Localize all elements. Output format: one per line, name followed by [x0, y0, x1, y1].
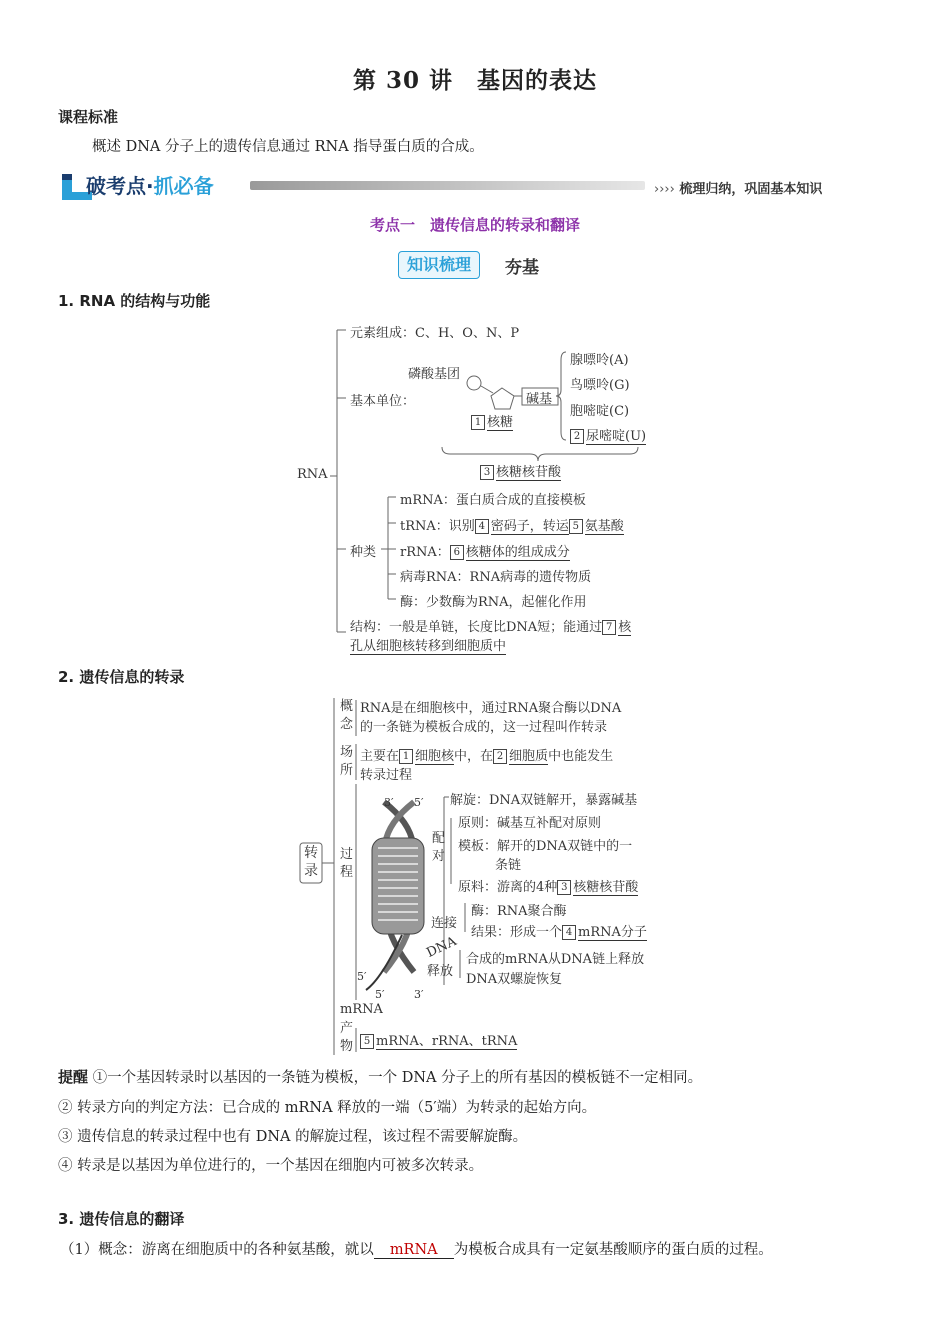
blank-number: 2	[493, 749, 507, 764]
base-a: 腺嘌呤(A)	[570, 353, 629, 368]
type-virus: 病毒RNA：RNA病毒的遗传物质	[400, 570, 592, 585]
step-release-label: 释放	[427, 964, 454, 979]
trna-answer-b: 氨基酸	[584, 519, 624, 534]
blank-number: 4	[562, 925, 576, 940]
blank-number: 3	[557, 880, 571, 895]
dna-strand-label: DNA	[424, 934, 459, 961]
types-label: 种类	[350, 545, 377, 560]
product-label: 产物	[340, 1021, 354, 1054]
concept-line-1: RNA是在细胞核中，通过RNA聚合酶以DNA	[360, 701, 622, 716]
link-enzyme: 酶：RNA聚合酶	[471, 904, 567, 919]
place-text-a: 主要在	[360, 749, 400, 764]
rrna-answer: 核糖体的组成成分	[465, 545, 570, 560]
base-label: 碱基	[526, 392, 553, 407]
sec3-heading: 3. 遗传信息的翻译	[58, 1210, 185, 1228]
rna-root: RNA	[297, 467, 328, 482]
sec1-heading: 1. RNA 的结构与功能	[58, 292, 211, 310]
material-answer: 核糖核苷酸	[573, 880, 639, 895]
pair-material	[458, 876, 638, 895]
blank-number: 2	[570, 429, 584, 444]
place-answer-b: 细胞质	[509, 749, 549, 764]
standard-heading: 课程标准	[58, 108, 119, 126]
blank-number: 1	[399, 749, 413, 764]
banner-title-a: 破考点	[86, 174, 146, 198]
nucleotide-answer: 核糖核苷酸	[496, 465, 562, 480]
structure-answer-2: 孔从细胞核转移到细胞质中	[350, 639, 507, 654]
banner-subtitle-text: 梳理归纳，巩固基本知识	[679, 182, 823, 197]
tip-4: ④ 转录是以基因为单位进行的，一个基因在细胞内可被多次转录。	[58, 1158, 484, 1174]
end-label-3prime: 3′	[414, 988, 424, 1001]
concept-line-2: 的一条链为模板合成的，这一过程叫作转录	[360, 720, 608, 735]
step-unwind: 解旋：DNA双链解开，暴露碱基	[450, 793, 638, 808]
end-label-5prime: 5′	[357, 970, 367, 983]
banner-arrows-icon: ››››	[654, 182, 675, 197]
transcription-root: 转录	[304, 845, 318, 879]
kaodian-title: 考点一 遗传信息的转录和翻译	[369, 216, 580, 234]
release-line-1: 合成的mRNA从DNA链上释放	[466, 952, 645, 967]
tip-label: 提醒	[58, 1068, 89, 1086]
trna-answer-a: 密码子，转运	[490, 519, 569, 534]
translation-blank-answer: mRNA	[374, 1242, 454, 1259]
blank-number: 5	[569, 519, 583, 534]
translation-concept	[60, 1238, 773, 1259]
page-title: 第 30 讲 基因的表达	[352, 67, 598, 94]
place-text-c: 中，在	[454, 749, 494, 764]
sugar-answer: 核糖	[487, 415, 514, 430]
blank-number: 7	[602, 620, 616, 635]
base-u-answer: 尿嘧啶(U)	[586, 429, 647, 444]
pair-template-2: 条链	[495, 858, 522, 873]
place-label: 场所	[340, 745, 354, 778]
blank-number: 3	[480, 465, 494, 480]
end-label-3prime: 3′	[384, 796, 394, 809]
knowledge-badge-side: 夯基	[505, 258, 539, 278]
banner-title-sep: ·	[146, 174, 154, 198]
tip-1	[58, 1066, 702, 1087]
dna-helix-illustration	[366, 802, 424, 990]
place-answer-a: 细胞核	[415, 749, 455, 764]
product-answer: mRNA、rRNA、tRNA	[376, 1034, 518, 1049]
place-line-1	[360, 745, 613, 764]
tip-2: ② 转录方向的判定方法：已合成的 mRNA 释放的一端（5′端）为转录的起始方向。	[58, 1100, 597, 1116]
step-pair-label: 配对	[432, 831, 446, 864]
link-result-text: 结果：形成一个	[471, 925, 563, 940]
base-g: 鸟嘌呤(G)	[570, 378, 630, 393]
type-mrna: mRNA：蛋白质合成的直接模板	[400, 493, 586, 508]
rrna-text: rRNA：	[400, 545, 450, 560]
blank-number: 1	[471, 415, 485, 430]
rna-elements: 元素组成：C、H、O、N、P	[350, 326, 520, 341]
blank-number: 4	[475, 519, 489, 534]
place-line-2: 转录过程	[360, 768, 413, 783]
concept-label: 概念	[340, 699, 354, 732]
base-c: 胞嘧啶(C)	[570, 404, 630, 419]
phosphate-label: 磷酸基团	[408, 367, 461, 382]
knowledge-badge: 知识梳理	[398, 251, 480, 279]
type-enzyme: 酶：少数酶为RNA，起催化作用	[400, 595, 587, 610]
product-line	[360, 1030, 517, 1049]
process-label: 过程	[340, 847, 354, 880]
sec2-heading: 2. 遗传信息的转录	[58, 668, 185, 686]
step-link-label: 连接	[431, 916, 458, 931]
link-result	[471, 921, 647, 940]
structure-answer: 核	[618, 620, 632, 635]
rna-unit-label: 基本单位：	[350, 394, 416, 409]
blank-number: 5	[360, 1034, 374, 1049]
pair-template-1: 模板：解开的DNA双链中的一	[458, 839, 633, 854]
tip-1-text: ①一个基因转录时以基因的一条链为模板，一个 DNA 分子上的所有基因的模板链不一定相同。	[92, 1070, 703, 1086]
tip-3: ③ 遗传信息的转录过程中也有 DNA 的解旋过程，该过程不需要解旋酶。	[58, 1129, 528, 1145]
pair-principle: 原则：碱基互补配对原则	[458, 816, 602, 831]
banner-title-b: 抓必备	[153, 174, 214, 198]
blank-number: 6	[450, 545, 464, 560]
structure-text: 结构：一般是单链，长度比DNA短；能通过	[350, 620, 603, 635]
link-result-answer: mRNA分子	[578, 925, 647, 940]
end-label-5prime: 5′	[414, 796, 424, 809]
end-label-5prime: 5′	[375, 988, 385, 1001]
translation-text-a: （1）概念：游离在细胞质中的各种氨基酸，就以	[60, 1242, 374, 1258]
place-text-e: 中也能发生	[548, 749, 614, 764]
mrna-strand-label: mRNA	[340, 1002, 383, 1017]
material-text: 原料：游离的4种	[458, 880, 558, 895]
translation-text-b: 为模板合成具有一定氨基酸顺序的蛋白质的过程。	[453, 1242, 773, 1258]
standard-text: 概述 DNA 分子上的遗传信息通过 RNA 指导蛋白质的合成。	[92, 139, 484, 155]
trna-text-a: tRNA：识别	[400, 519, 475, 534]
release-line-2: DNA双螺旋恢复	[466, 972, 563, 987]
